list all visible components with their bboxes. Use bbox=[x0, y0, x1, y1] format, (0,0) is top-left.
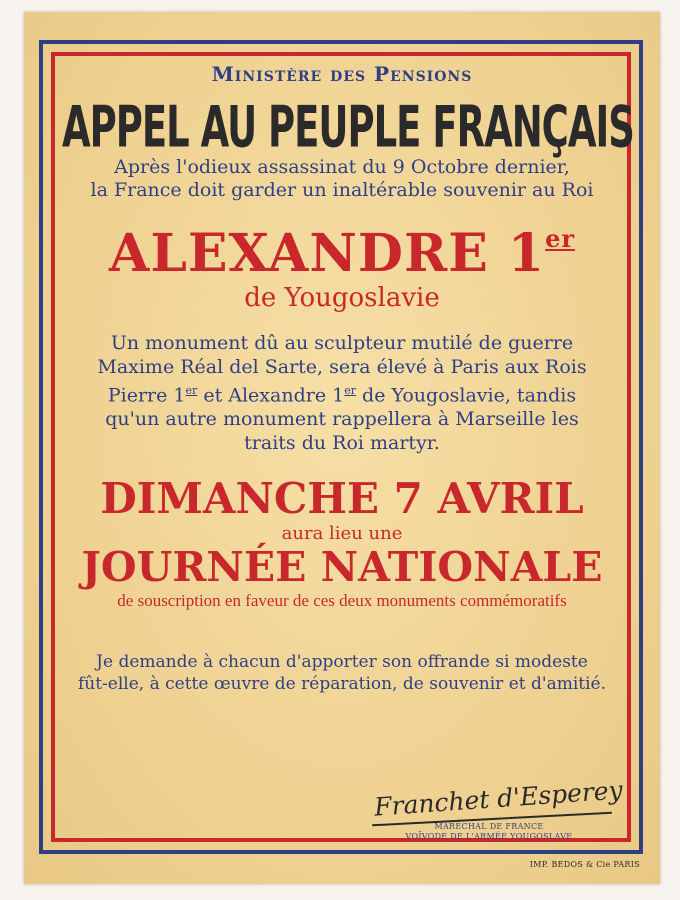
monument-ordinal: er bbox=[344, 384, 356, 397]
intro-line: la France doit garder un inaltérable souvenir au Roi bbox=[90, 179, 594, 201]
king-name-text: ALEXANDRE 1 bbox=[108, 223, 546, 284]
monument-line-part: de Yougoslavie, tandis bbox=[362, 384, 577, 407]
king-name bbox=[62, 210, 622, 283]
printer-imprint: IMP. BEDOS & Cie PARIS bbox=[529, 860, 640, 869]
poster-content bbox=[62, 60, 634, 695]
request-line: Je demande à chacun d'apporter son offrande si modeste bbox=[96, 652, 588, 673]
signature: Franchet d'Esperey bbox=[373, 775, 624, 822]
monument-line-part: et Alexandre 1 bbox=[203, 384, 345, 407]
event-purpose: de souscription en faveur de ces deux monuments commémoratifs bbox=[117, 591, 567, 611]
monument-line bbox=[62, 379, 622, 407]
signer-titles bbox=[369, 822, 609, 842]
request-line: fût-elle, à cette œuvre de réparation, de souvenir et d'amitié. bbox=[77, 674, 606, 695]
event-intro: aura lieu une bbox=[281, 523, 403, 545]
monument-line: qu'un autre monument rappellera à Marseille les bbox=[105, 408, 579, 431]
monument-text bbox=[62, 331, 622, 455]
monument-line: Maxime Réal del Sarte, sera élevé à Paris aux Rois bbox=[97, 356, 587, 378]
poster-sheet bbox=[24, 12, 660, 884]
request-text bbox=[62, 651, 622, 695]
event-date: DIMANCHE 7 AVRIL bbox=[100, 474, 584, 524]
ministry-heading: Ministère des Pensions bbox=[211, 62, 473, 86]
poster-title: APPEL AU PEUPLE FRANÇAIS bbox=[62, 94, 634, 161]
king-country: de Yougoslavie bbox=[244, 283, 440, 313]
king-ordinal: er bbox=[545, 224, 576, 253]
monument-line: Un monument dû au sculpteur mutilé de guerre bbox=[110, 332, 574, 354]
monument-line: traits du Roi martyr. bbox=[244, 432, 440, 455]
signer-title: VOÏVODE DE L'ARMÉE YOUGOSLAVE bbox=[405, 832, 573, 841]
monument-ordinal: er bbox=[185, 384, 198, 397]
event-name: JOURNÉE NATIONALE bbox=[81, 543, 603, 592]
monument-line-part: Pierre 1 bbox=[107, 384, 186, 407]
intro-line: Après l'odieux assassinat du 9 Octobre dernier, bbox=[114, 156, 570, 178]
signer-title: MARÉCHAL DE FRANCE bbox=[434, 822, 544, 831]
